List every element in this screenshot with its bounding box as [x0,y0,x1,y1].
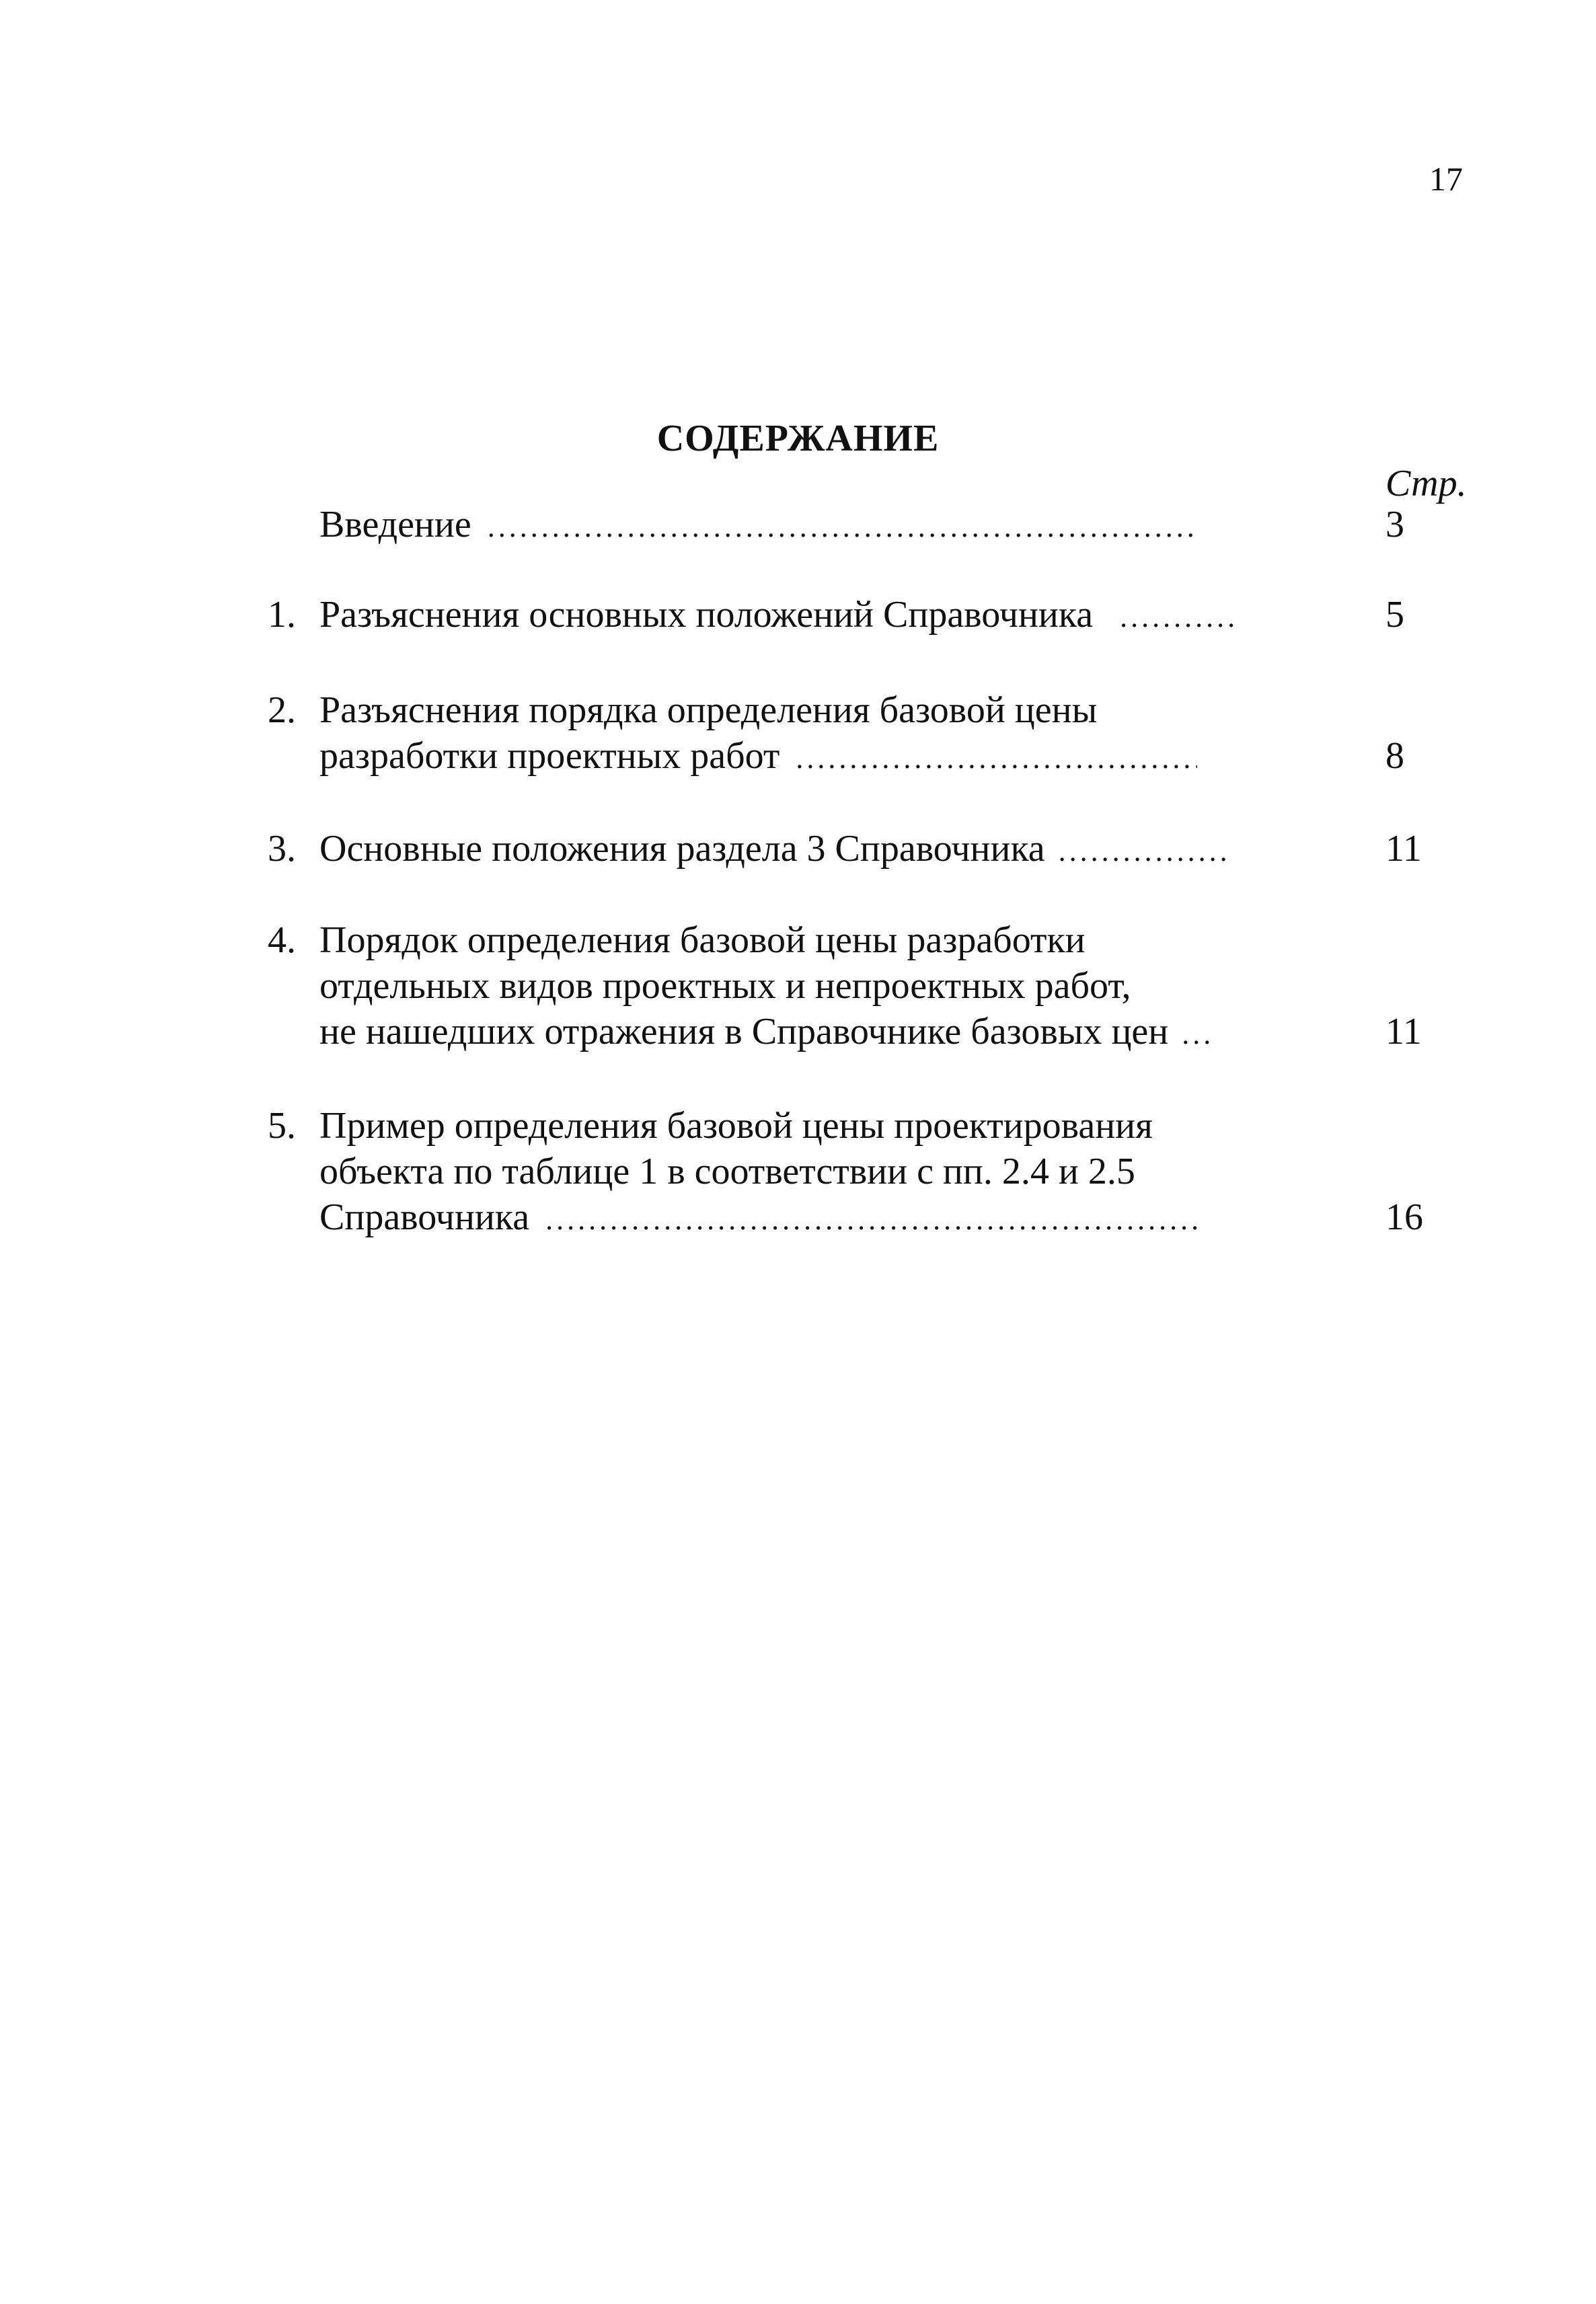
toc-entry-line: Порядок определения базовой цены разработки [319,919,1086,961]
toc-entry-text [319,826,1315,874]
toc-entry-line [319,826,1315,874]
toc-entry-label: Разъяснения основных положений Справочника [319,594,1094,636]
toc-entry-page: 3 [1385,504,1404,545]
page-number: 17 [1429,160,1463,198]
dot-leader [1059,829,1227,874]
toc-entry-label: Основные положения раздела 3 Справочника [319,828,1045,870]
toc-entry-text [319,687,1315,781]
toc-entry-number: 5. [268,1105,296,1147]
toc-entry-page: 16 [1385,1196,1423,1238]
toc-entry-label: разработки проектных работ [319,735,780,777]
dot-leader [1182,1011,1214,1057]
toc-entry-label: Справочника [319,1196,530,1238]
toc-entry-label: Введение [319,504,471,545]
toc-entry-line [319,733,1315,781]
toc-entry-line: объекта по таблице 1 в соответствии с пп. 2.4 и 2.5 [319,1151,1135,1192]
toc-entry-text [319,1103,1315,1243]
dot-leader [1120,594,1238,640]
dot-leader [796,736,1197,781]
toc-entry-line: отдельных видов проектных и непроектных работ, [319,965,1131,1007]
toc-entry-label: не нашедших отражения в Справочнике базовых цен [319,1011,1169,1052]
toc-entry-number: 1. [268,594,296,636]
toc-entry-text [319,502,1315,550]
toc-entry-number: 2. [268,689,296,731]
toc-entry-number: 3. [268,828,296,870]
toc-entry-text [319,592,1315,640]
toc-entry-page: 11 [1385,828,1422,870]
toc-entry-text [319,917,1315,1057]
page-title: СОДЕРЖАНИЕ [656,418,940,459]
toc-entry-line [319,1009,1315,1057]
toc-entry-line: Разъяснения порядка определения базовой цены [319,689,1098,731]
page-column-header: Стр. [1385,463,1467,504]
toc-entry-page: 8 [1385,735,1404,777]
toc-entry-line [319,592,1315,640]
toc-entry-number: 4. [268,919,296,961]
toc-entry-line [319,502,1315,550]
toc-entry-line [319,1194,1315,1243]
toc-entry-page: 5 [1385,594,1404,636]
dot-leader [488,504,1194,550]
toc-entry-line: Пример определения базовой цены проектирования [319,1105,1153,1147]
toc-entry-page: 11 [1385,1011,1422,1052]
dot-leader [545,1197,1197,1243]
